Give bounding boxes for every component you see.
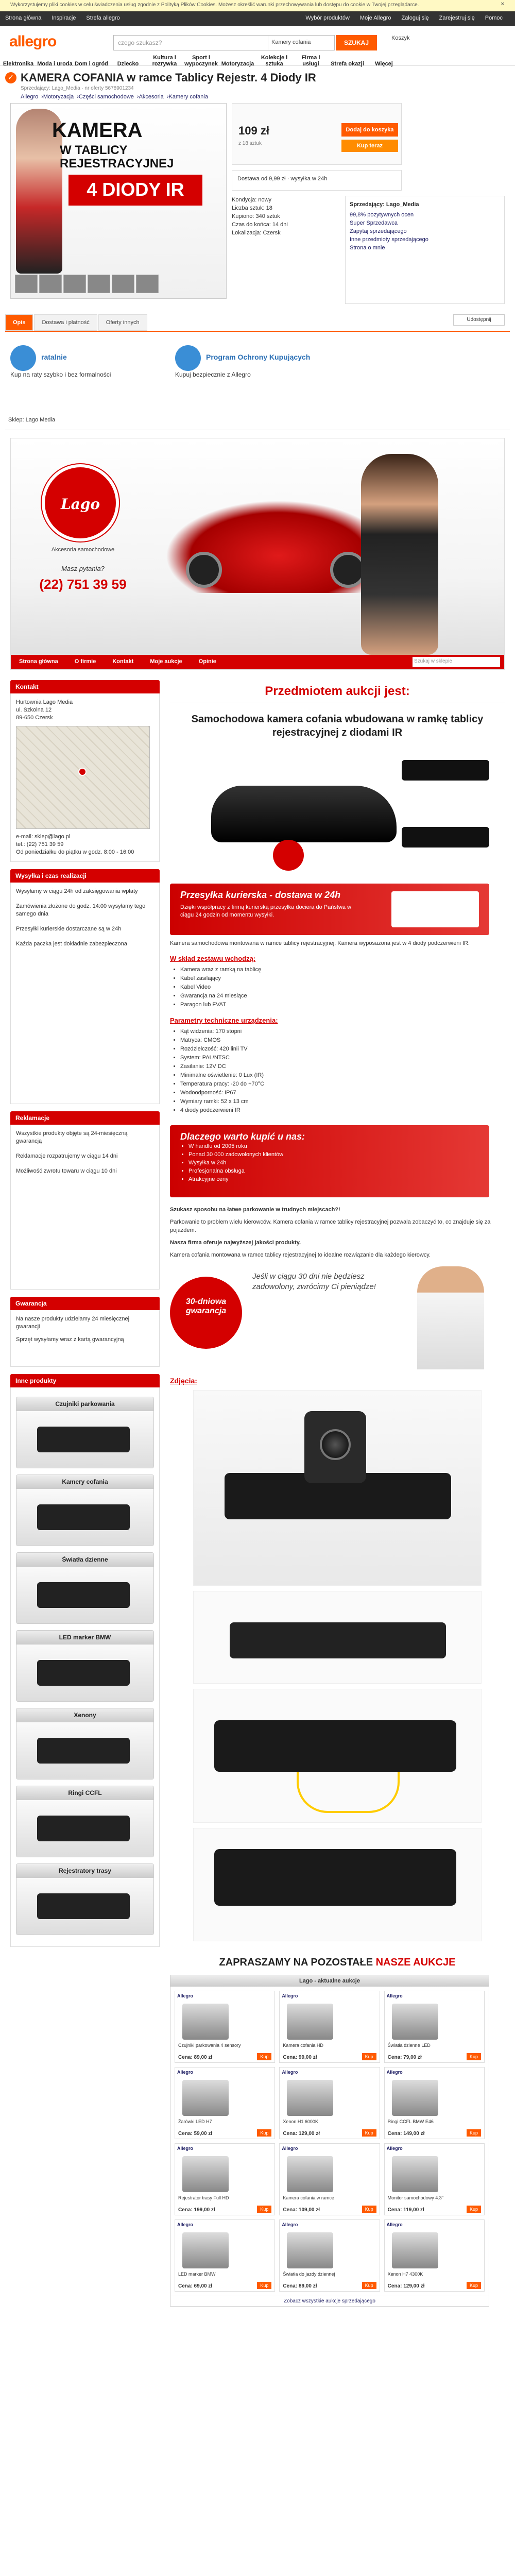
topnav-home[interactable]: Strona główna <box>5 15 42 21</box>
topnav-zone[interactable]: Strefa allegro <box>86 15 120 21</box>
promo-row <box>10 340 505 397</box>
offer-price: Cena: 89,00 zł <box>283 2283 317 2289</box>
topnav-help[interactable]: Pomoc <box>485 15 503 21</box>
offer-title: Allegro <box>386 2222 403 2227</box>
store-label: Sklep: Lago Media <box>8 417 56 423</box>
offer-title: Allegro <box>177 2146 194 2151</box>
offer-price: Cena: 199,00 zł <box>178 2207 215 2213</box>
installments-icon <box>10 345 36 371</box>
offer-title: Allegro <box>177 2070 194 2075</box>
crumb-2[interactable]: Motoryzacja <box>43 94 74 100</box>
offer-image <box>182 2004 229 2040</box>
gallery-line2: W TABLICY REJESTRACYJNEJ <box>60 143 174 171</box>
store-nav-auctions[interactable]: Moje aukcje <box>150 658 182 665</box>
guarantee-text: Jeśli w ciągu 30 dni nie będziesz zadowolony, zwrócimy Ci pieniądze! <box>252 1272 376 1291</box>
offers-widget <box>170 1975 489 2307</box>
model-image <box>361 454 438 655</box>
seller-title[interactable]: Sprzedający: Lago_Media <box>350 201 419 208</box>
map-pin-icon <box>78 768 87 776</box>
lago-sub: Akcesoria samochodowe <box>51 547 115 553</box>
tabs <box>5 314 510 332</box>
offer-text: Ringi CCFL BMW E46 <box>387 2119 434 2124</box>
item-info <box>232 196 340 304</box>
offer-title: Allegro <box>282 2222 298 2227</box>
product-card[interactable]: Rejestratory trasy <box>16 1863 154 1935</box>
cat-deals[interactable]: Strefa okazji <box>331 61 364 67</box>
thumbnail[interactable] <box>136 275 159 293</box>
offer-price: Cena: 109,00 zł <box>283 2207 320 2213</box>
more-auctions-heading: ZAPRASZAMY NA POZOSTAŁE NASZE AUKCJE <box>219 1957 456 1968</box>
offer-image <box>287 2004 333 2040</box>
info-line: Czas do końca: 14 dni <box>232 222 288 228</box>
offers-grid <box>170 1987 489 2296</box>
store-bar <box>5 410 510 430</box>
sidebar <box>10 680 160 1947</box>
p1: Parkowanie to problem wielu kierowców. Kamera cofania w ramce tablicy rejestracyjnej pozwala zobaczyć to, co znajduje się za pojazdem. <box>170 1219 491 1233</box>
other-items-link[interactable]: Inne przedmioty sprzedającego <box>350 236 428 243</box>
info-line: Kupiono: 340 sztuk <box>232 213 280 219</box>
offer-price: Cena: 69,00 zł <box>178 2283 213 2289</box>
photo-camera-front <box>193 1390 482 1586</box>
product-card[interactable]: Czujniki parkowania <box>16 1397 154 1468</box>
offer-image <box>287 2232 333 2268</box>
cat-culture[interactable]: Kultura i rozrywka <box>152 55 177 67</box>
crumb-4[interactable]: Akcesoria <box>139 94 164 100</box>
promo-protection[interactable]: Program Ochrony Kupujących Kupuj bezpiecznie z Allegro <box>175 345 330 386</box>
offer-title: Allegro <box>386 1993 403 1998</box>
sidebar-products-title: Inne produkty <box>10 1374 160 1387</box>
lago-question: Masz pytania? <box>61 565 105 572</box>
offer-buy-button[interactable]: Kup <box>467 2282 481 2289</box>
offer-image <box>287 2080 333 2116</box>
hours: Od poniedziałku do piątku w godz. 8:00 - 16:00 <box>16 849 134 855</box>
offer-price: Cena: 129,00 zł <box>283 2131 320 2137</box>
offer-buy-button[interactable]: Kup <box>467 2129 481 2137</box>
search-input[interactable]: czego szukasz? <box>113 35 335 50</box>
product-card[interactable]: Światła dzienne <box>16 1552 154 1624</box>
sidebar-contact: Hurtownia Lago Media ul. Szkolna 12 89-650 Czersk e-mail: sklep@lago.pl tel.: (22) 751 39 59 Od poniedziałku do piątku w godz. 8:00 - 16:00 <box>10 693 160 862</box>
lens-icon <box>320 1429 351 1460</box>
offer-image <box>392 2232 438 2268</box>
offer-price: Cena: 79,00 zł <box>387 2055 422 2060</box>
offer-card[interactable] <box>384 2143 485 2215</box>
cat-electronics[interactable]: Elektronika <box>3 61 34 67</box>
about-link[interactable]: Strona o mnie <box>350 245 385 251</box>
offer-card[interactable] <box>175 2067 275 2139</box>
topnav-products[interactable]: Wybór produktów <box>305 15 350 21</box>
offer-text: LED marker BMW <box>178 2272 216 2277</box>
gallery-badge: 4 DIODY IR <box>68 175 202 206</box>
offer-image <box>392 2156 438 2192</box>
crumb-1[interactable]: Allegro <box>21 94 39 100</box>
price-box <box>232 103 402 165</box>
product-gallery[interactable] <box>10 103 227 299</box>
product-card[interactable]: Xenony <box>16 1708 154 1780</box>
guarantee-badge: 30-dniowa gwarancja <box>170 1277 242 1349</box>
offer-card[interactable] <box>175 2143 275 2215</box>
sidebar-products <box>10 1387 160 1947</box>
tab-delivery[interactable]: Dostawa i płatność <box>34 314 97 331</box>
offer-text: Xenon H7 4300K <box>387 2272 423 2277</box>
offer-price: Cena: 149,00 zł <box>387 2131 425 2137</box>
item-subtitle: Sprzedający: Lago_Media · nr oferty 5678901234 <box>21 86 134 91</box>
offer-image <box>392 2080 438 2116</box>
thumbnail[interactable] <box>88 275 110 293</box>
offer-buy-button[interactable]: Kup <box>362 2282 376 2289</box>
offer-text: Rejestrator trasy Full HD <box>178 2195 229 2200</box>
all-offers-link[interactable]: Zobacz wszystkie aukcje sprzedającego <box>170 2296 489 2306</box>
topnav-right <box>300 11 508 25</box>
auction-subheading: Samochodowa kamera cofania wbudowana w ramkę tablicy rejestracyjnej z diodami IR <box>191 714 484 738</box>
seller-box <box>345 196 505 304</box>
offer-card[interactable] <box>279 2219 380 2292</box>
q1: Szukasz sposobu na łatwe parkowanie w trudnych miejscach?! <box>170 1207 340 1213</box>
topnav-inspiration[interactable]: Inspiracje <box>52 15 76 21</box>
lago-phone: (22) 751 39 59 <box>39 577 127 592</box>
offer-price: Cena: 59,00 zł <box>178 2131 213 2137</box>
cat-collections[interactable]: Kolekcje i sztuka <box>261 55 288 67</box>
share-button[interactable]: Udostępnij <box>453 314 505 326</box>
add-to-cart-button[interactable]: Dodaj do koszyka <box>341 123 398 137</box>
product-car-image <box>170 750 505 868</box>
thumbnail-strip <box>15 275 221 295</box>
thumbnail[interactable] <box>63 275 86 293</box>
store-nav <box>11 655 504 669</box>
item-title-block <box>5 71 510 92</box>
email[interactable]: e-mail: sklep@lago.pl <box>16 834 71 840</box>
offer-buy-button[interactable]: Kup <box>257 2206 271 2213</box>
offer-image <box>287 2156 333 2192</box>
offer-buy-button[interactable]: Kup <box>257 2282 271 2289</box>
q2: Nasza firma oferuje najwyższej jakości produkty. <box>170 1240 301 1246</box>
map[interactable] <box>16 726 150 829</box>
offer-title: Allegro <box>386 2146 403 2151</box>
photo-frame-back <box>193 1828 482 1941</box>
topnav-my-allegro[interactable]: Moje Allegro <box>359 15 391 21</box>
offer-text: Czujniki parkowania 4 sensory <box>178 2043 241 2048</box>
tab-other[interactable]: Oferty innych <box>98 314 147 331</box>
cookie-text: Wykorzystujemy pliki cookies w celu świadczenia usług zgodnie z Polityką Plików Cookies. Możesz określić warunki przechowywania lub dostępu do cookie w Twojej przeglądarce. <box>10 2 419 8</box>
seller-line: Super Sprzedawca <box>350 220 398 226</box>
breadcrumb: Allegro ›Motoryzacja ›Części samochodowe ›Akcesoria ›Kamery cofania <box>21 94 208 100</box>
lago-logo: Lago <box>42 464 119 541</box>
offer-buy-button[interactable]: Kup <box>467 2206 481 2213</box>
promo-installments[interactable]: ratalnie Kup na raty szybko i bez formalności <box>10 345 165 386</box>
tel: tel.: (22) 751 39 59 <box>16 841 64 848</box>
store-nav-contact[interactable]: Kontakt <box>112 658 134 665</box>
category-nav <box>0 55 515 66</box>
sidebar-warranty: Na nasze produkty udzielamy 24 miesięcznej gwarancji Sprzęt wysyłamy wraz z kartą gwarancyjną <box>10 1310 160 1367</box>
set-title: W skład zestawu wchodzą: <box>170 955 256 962</box>
offer-title: Allegro <box>177 1993 194 1998</box>
offer-card[interactable] <box>384 2219 485 2292</box>
check-icon: ✓ <box>5 72 16 83</box>
sidebar-returns-title: Reklamacje <box>10 1111 160 1125</box>
offer-text: Kamera cofania w ramce <box>283 2195 334 2200</box>
offer-title: Allegro <box>282 2146 298 2151</box>
product-card[interactable]: Ringi CCFL <box>16 1786 154 1857</box>
offer-buy-button[interactable]: Kup <box>467 2053 481 2060</box>
qty-label: z 18 sztuk <box>238 141 262 146</box>
delivery-banner: Przesyłka kurierska - dostawa w 24h Dzięki współpracy z firmą kurierską przesyłka dociera do Państwa w ciągu 24 godzin od momentu wysyłki. <box>170 884 489 935</box>
store-banner <box>10 438 505 670</box>
header <box>0 26 515 66</box>
photos-title: Zdjęcia: <box>170 1377 197 1385</box>
offer-buy-button[interactable]: Kup <box>362 2206 376 2213</box>
cart-label: Koszyk <box>391 35 410 41</box>
wheel <box>186 552 222 588</box>
offer-card[interactable] <box>384 2067 485 2139</box>
cat-sport[interactable]: Sport i wypoczynek <box>184 55 218 67</box>
offer-title: Allegro <box>386 2070 403 2075</box>
crumb-5[interactable]: Kamery cofania <box>168 94 208 100</box>
offer-card[interactable] <box>279 2067 380 2139</box>
cat-moto[interactable]: Motoryzacja <box>221 61 254 67</box>
topnav-login[interactable]: Zaloguj się <box>401 15 429 21</box>
p2: Kamera cofania montowana w ramce tablicy rejestracyjnej to idealne rozwiązanie dla każdego kierowcy. <box>170 1252 431 1258</box>
offer-title: Allegro <box>177 2222 194 2227</box>
cart-icon[interactable] <box>391 35 422 50</box>
set-list: • Kamera wraz z ramką na tablicę • Kabel zasilający • Kabel Video • Gwarancja na 24 miesiące • Paragon lub FVAT <box>170 965 505 1009</box>
offer-buy-button[interactable]: Kup <box>257 2053 271 2060</box>
cookie-bar <box>0 0 515 11</box>
sidebar-contact-title: Kontakt <box>10 680 160 693</box>
photo-frame <box>193 1591 482 1684</box>
buy-now-button[interactable]: Kup teraz <box>341 140 398 152</box>
sidebar-shipping: Wysyłamy w ciągu 24h od zaksięgowania wpłaty Zamówienia złożone do godz. 14:00 wysyłamy tego samego dnia Przesyłki kurierskie dostarczane są w 24h Każda paczka jest dokładnie zabezpieczona <box>10 883 160 1104</box>
seller-line: 99,8% pozytywnych ocen <box>350 212 414 218</box>
offer-card[interactable] <box>175 1991 275 2063</box>
cat-child[interactable]: Dziecko <box>117 61 139 67</box>
offer-price: Cena: 119,00 zł <box>387 2207 424 2213</box>
shipping-info: Dostawa od 9,99 zł · wysyłka w 24h <box>232 170 402 191</box>
offer-price: Cena: 99,00 zł <box>283 2055 317 2060</box>
store-nav-reviews[interactable]: Opinie <box>198 658 216 665</box>
offer-image <box>182 2156 229 2192</box>
topnav-register[interactable]: Zarejestruj się <box>439 15 475 21</box>
man-image <box>417 1266 484 1369</box>
cat-fashion[interactable]: Moda i uroda <box>37 61 73 67</box>
store-nav-about[interactable]: O firmie <box>74 658 96 665</box>
offer-text: Światła dzienne LED <box>387 2043 431 2048</box>
tab-description[interactable]: Opis <box>5 314 33 331</box>
store-search-input[interactable]: Szukaj w sklepie <box>413 657 500 667</box>
offer-buy-button[interactable]: Kup <box>362 2129 376 2137</box>
search-button[interactable]: SZUKAJ <box>336 35 377 50</box>
cat-business[interactable]: Firma i usługi <box>301 55 320 67</box>
allegro-logo[interactable]: allegro <box>9 33 57 50</box>
product-card[interactable]: LED marker BMW <box>16 1630 154 1702</box>
offer-card[interactable] <box>175 2219 275 2292</box>
offer-price: Cena: 89,00 zł <box>178 2055 213 2060</box>
crumb-3[interactable]: Części samochodowe <box>78 94 134 100</box>
offer-image <box>392 2004 438 2040</box>
offer-text: Xenon H1 6000K <box>283 2119 318 2124</box>
offer-text: Kamera cofania HD <box>283 2043 323 2048</box>
offer-title: Allegro <box>282 2070 298 2075</box>
desc-text: Kamera samochodowa montowana w ramce tablicy rejestracyjnej. Kamera wyposażona jest w 4 diody podczerwieni IR. <box>170 940 470 946</box>
offer-image <box>182 2232 229 2268</box>
params-title: Parametry techniczne urządzenia: <box>170 1016 278 1024</box>
sidebar-warranty-title: Gwarancja <box>10 1297 160 1310</box>
store-nav-home[interactable]: Strona główna <box>19 658 58 665</box>
gallery-line1: KAMERA <box>52 119 143 142</box>
offer-text: Żarówki LED H7 <box>178 2119 212 2124</box>
sidebar-shipping-title: Wysyłka i czas realizacji <box>10 869 160 883</box>
price: 109 zł <box>238 124 269 137</box>
info-line: Kondycja: nowy <box>232 197 272 203</box>
offer-card[interactable] <box>384 1991 485 2063</box>
shield-icon <box>175 345 201 371</box>
guarantee-block <box>170 1266 489 1369</box>
offer-price: Cena: 129,00 zł <box>387 2283 425 2289</box>
product-card[interactable]: Kamery cofania <box>16 1475 154 1546</box>
offers-head: Lago - aktualne aukcje <box>170 1975 489 1987</box>
photo-frame-cable <box>193 1689 482 1823</box>
offer-buy-button[interactable]: Kup <box>362 2053 376 2060</box>
auction-heading: Przedmiotem aukcji jest: <box>170 680 505 703</box>
params-list: • Kąt widzenia: 170 stopni • Matryca: CMOS • Rozdzielczość: 420 linii TV • System: PAL/NTSC • Zasilanie: 12V DC • Minimalne oświetlenie: 0 Lux (IR) • Temperatura pracy: -20 do +70°C • Wodoodporność: IP67 • Wymiary ramki: 52 x 13 cm • 4 diody podczerwieni IR <box>170 1027 505 1115</box>
info-line: Lokalizacja: Czersk <box>232 230 281 236</box>
search-category-select[interactable]: Kamery cofania <box>268 36 334 50</box>
offer-card[interactable] <box>279 1991 380 2063</box>
offer-buy-button[interactable]: Kup <box>257 2129 271 2137</box>
cat-more[interactable]: Więcej <box>375 61 393 67</box>
thumbnail[interactable] <box>39 275 62 293</box>
truck-icon <box>391 891 479 927</box>
top-nav <box>0 11 515 26</box>
thumbnail[interactable] <box>15 275 38 293</box>
offer-title: Allegro <box>282 1993 298 1998</box>
why-us-banner: Dlaczego warto kupić u nas: • W handlu od 2005 roku • Ponad 30 000 zadowolonych klientów • Wysyłka w 24h • Profesjonalna obsługa • Atrakcyjne ceny <box>170 1125 489 1197</box>
main-description <box>170 680 505 2307</box>
page-title: KAMERA COFANIA w ramce Tablicy Rejestr. 4 Diody IR <box>21 71 316 84</box>
ask-seller-link[interactable]: Zapytaj sprzedającego <box>350 228 407 234</box>
sidebar-returns: Wszystkie produkty objęte są 24-miesięczną gwarancją Reklamacje rozpatrujemy w ciągu 14 dni Możliwość zwrotu towaru w ciągu 10 dni <box>10 1125 160 1290</box>
offer-card[interactable] <box>279 2143 380 2215</box>
cat-home[interactable]: Dom i ogród <box>75 61 108 67</box>
close-icon[interactable]: ✕ <box>500 2 505 7</box>
offer-text: Monitor samochodowy 4.3" <box>387 2195 443 2200</box>
offer-image <box>182 2080 229 2116</box>
thumbnail[interactable] <box>112 275 134 293</box>
offer-text: Światła do jazdy dziennej <box>283 2272 335 2277</box>
info-line: Liczba sztuk: 18 <box>232 205 272 211</box>
